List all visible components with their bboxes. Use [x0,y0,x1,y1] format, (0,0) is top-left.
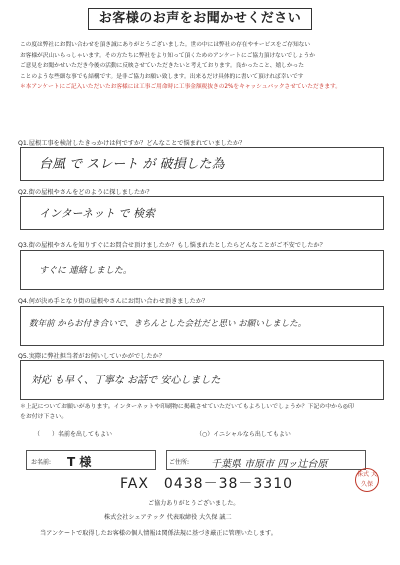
question-5-answer-box[interactable] [20,360,384,400]
intro-line: お客様が沢山いらっしゃいます。その方たちに弊社をより知って頂くためのアンケートにご協力頂けないでしょうか [20,52,315,59]
stamp-text: 株式 大久保 [357,471,377,488]
address-value: 千葉県 市原市 四ッ辻台原 [211,459,328,470]
question-1-answer: 台風 で スレート が 破損した為 [39,157,225,172]
question-3-answer-box[interactable] [20,250,384,290]
request-line: をお付け下さい。 [20,414,68,420]
name-label: お名前: [31,459,52,466]
question-3-label: Q3.街の屋根やさんを知りすぐにお問合せ頂けましたか？もし悩まれたとしたらどんなことがご不安でしたか？ [18,242,326,249]
question-4-answer: 数年前 からお付き合いで、きちんとした会社だと思い お願いしました。 [29,319,307,329]
intro-text [20,40,380,93]
name-value: T 様 [67,455,92,469]
question-2-label: Q2.街の屋根やさんをどのように探しましたか？ [18,189,153,196]
publication-request [20,402,382,422]
name-box[interactable] [26,450,156,470]
intro-line: ことのような些細な事でも結構です。是非ご協力お願い致します。出来るだけ具体的に書いて頂ければ幸いです [20,73,304,80]
page-title: お客様のお声をお聞かせください [88,8,312,30]
address-box[interactable] [166,450,366,470]
request-line: ＊上記についてお願いがあります。インターネットや印刷物に掲載させていただいてもよろしいでしょうか？下記の中から◎印 [20,404,354,410]
question-1-label: Q1.屋根工事を検討したきっかけは何ですか？どんなことで悩まれていましたか？ [18,140,246,147]
question-1-answer-box[interactable] [20,147,384,181]
intro-line: この度は弊社にお問い合わせを頂き誠にありがとうございました。世の中には弊社の存在やサービスをご存知ない [20,42,311,48]
question-5-label: Q5.実際に弊社担当者がお伺いしていかがでしたか？ [18,353,165,360]
fax-number: FAX 0438－38－3310 [120,476,294,492]
company-text: 株式会社シェアテック 代表取締役 大久保 誠二 [104,514,232,521]
question-2-answer-box[interactable] [20,196,384,230]
thanks-text: ご協力ありがとうございました。 [148,500,240,507]
privacy-text: 当アンケートで取得したお客様の個人情報は関係法規に基づき厳正に管理いたします。 [40,530,277,537]
question-4-answer-box[interactable] [20,306,384,346]
question-2-answer: インターネット で 検索 [39,207,156,220]
intro-line: ご意見をお聞かせいただき今後の活動に反映させていただきたいと考えております。良かったこと、嬉しかった [20,63,304,70]
question-3-answer: すぐに 連絡しました。 [39,266,132,276]
company-seal-stamp [355,468,379,492]
option-name-ok[interactable]: （ ）名前を出してもよい [34,431,113,438]
question-5-answer: 対応 も早く、丁寧な お話で 安心しました [31,375,221,386]
option-initials-ok[interactable]: （○）イニシャルなら出してもよい [196,431,291,438]
question-4-label: Q4.何が決め手となり街の屋根やさんにお問い合わせ頂きましたか？ [18,298,209,305]
address-label: ご住所: [169,459,190,466]
cashback-note: ＊本アンケートにご記入いただいたお客様には工事ご用命時に工事金額税抜きの2%をキャッシュバックさせていただきます。 [20,84,341,91]
